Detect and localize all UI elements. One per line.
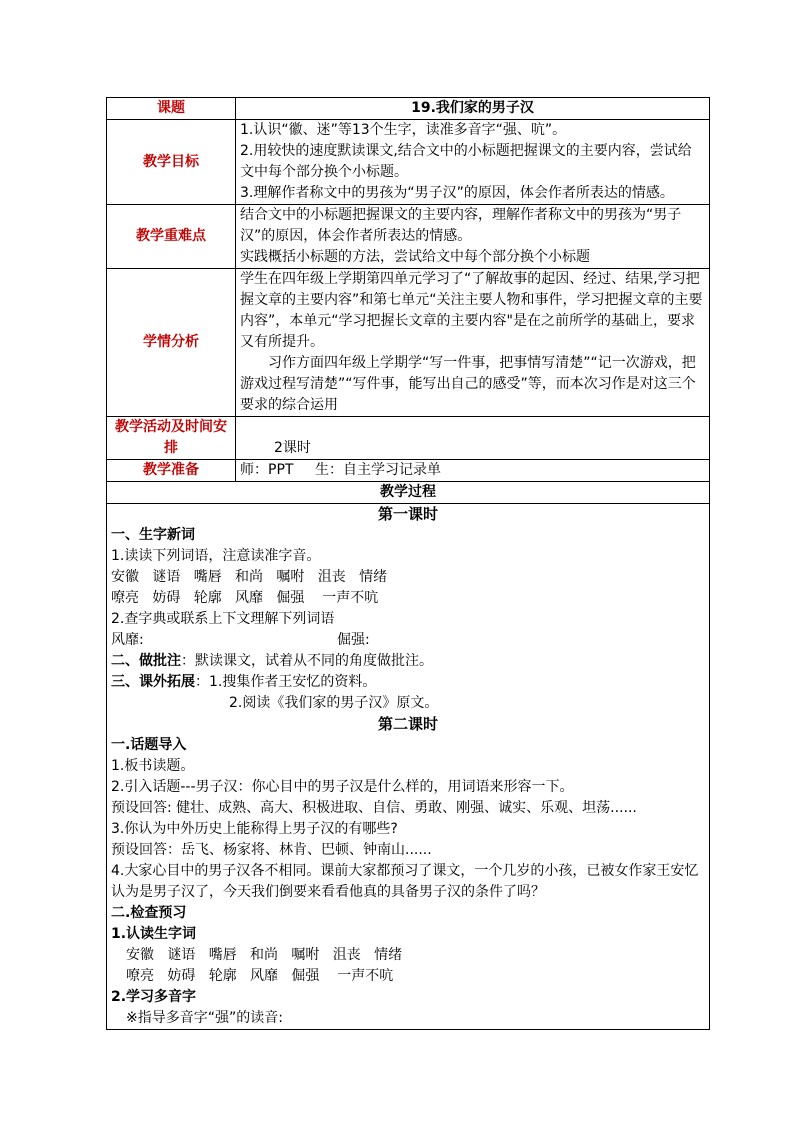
- section-heading: 一、生字新词: [111, 527, 195, 543]
- goal-item: 2.用较快的速度默读课文,结合文中的小标题把握课文的主要内容，尝试给文中每个部分换个小标题。: [240, 143, 692, 180]
- section-text: ：默读课文，试着从不同的角度做批注。: [181, 653, 433, 669]
- vocab-row: 嘹亮 妨碍 轮廓 风靡 倔强 一声不吭: [126, 968, 394, 984]
- sub-heading: 2.学习多音字: [111, 989, 197, 1005]
- term-line: [111, 630, 705, 651]
- lesson-item: 1.板书读题。: [111, 758, 195, 774]
- analysis-label: 学情分析: [107, 269, 236, 417]
- lesson1-title: 第一课时: [377, 505, 438, 523]
- lesson-item: 2.查字典或联系上下文理解下列词语: [111, 611, 335, 627]
- lesson2-title: 第二课时: [377, 715, 438, 733]
- analysis-paragraph: 学生在四年级上学期第四单元学习了“了解故事的起因、经过、结果,学习把握文章的主要内容”和第七单元“关注主要人物和事件，学习把握文章的主要内容”，本单元“学习把握长文章的主要内容"是在之前所学的基础上，要求又有所提升。: [240, 271, 703, 350]
- vocab-row: 嘹亮 妨碍 轮廓 风靡 倔强 一声不吭: [111, 590, 379, 606]
- process-body-row: [107, 504, 710, 1030]
- process-body: [107, 504, 710, 1030]
- lesson-item: 预设回答：岳飞、杨家将、林肯、巴顿、钟南山......: [111, 842, 432, 858]
- sub-heading: 1.认读生字词: [111, 926, 197, 942]
- activity-row: [107, 417, 710, 460]
- section-line: [111, 672, 705, 693]
- goals-label: 教学目标: [107, 120, 236, 205]
- key-points-row: [107, 205, 710, 269]
- analysis-cell: [236, 269, 710, 417]
- goals-row: [107, 120, 710, 205]
- activity-value: 2课时: [236, 417, 710, 460]
- analysis-paragraph: 习作方面四年级上学期学“写一件事，把事情写清楚”“记一次游戏，把游戏过程写清楚”“写件事，能写出自己的感受”等，而本次习作是对这三个要求的综合运用: [240, 355, 696, 413]
- section-heading: 一.话题导入: [111, 737, 187, 753]
- activity-label: 教学活动及时间安排: [107, 417, 236, 460]
- key-points-cell: [236, 205, 710, 269]
- vocab-row: 安徽 谜语 嘴唇 和尚 嘱咐 沮丧 情绪: [111, 569, 388, 585]
- goals-cell: [236, 120, 710, 205]
- lesson-item: 4.大家心目中的男子汉各不相同。课前大家都预习了课文，一个几岁的小孩，已被女作家王安忆认为是男子汉了，今天我们倒要来看看他真的具备男子汉的条件了吗？: [111, 863, 699, 900]
- vocab-row: 安徽 谜语 嘴唇 和尚 嘱咐 沮丧 情绪: [126, 947, 403, 963]
- key-points-label: 教学重难点: [107, 205, 236, 269]
- process-title: 教学过程: [107, 482, 710, 504]
- section-heading: 二、做批注: [111, 653, 181, 669]
- prep-student: 生：自主学习记录单: [315, 462, 441, 478]
- lesson-item: 2.引入话题---男子汉：你心目中的男子汉是什么样的，用词语来形容一下。: [111, 779, 574, 795]
- topic-value: 19.我们家的男子汉: [236, 98, 710, 120]
- lesson-plan-table: [106, 97, 710, 1030]
- key-point-item: 结合文中的小标题把握课文的主要内容，理解作者称文中的男孩为“男子汉”的原因，体会作者所表达的情感。: [240, 207, 682, 244]
- topic-label: 课题: [107, 98, 236, 120]
- prep-row: [107, 460, 710, 482]
- section-heading: 二.检查预习: [111, 905, 187, 921]
- goal-item: 1.认识“徽、迷”等13个生字，读准多音字“强、吭”。: [240, 122, 567, 138]
- term-label: 倔强:: [337, 632, 370, 648]
- topic-row: [107, 98, 710, 120]
- section-text: 2.阅读《我们家的男子汉》原文。: [229, 695, 439, 711]
- term-label: 风靡:: [111, 632, 144, 648]
- goal-item: 3.理解作者称文中的男孩为“男子汉”的原因，体会作者所表达的情感。: [240, 185, 674, 201]
- section-text: ：1.搜集作者王安忆的资料。: [195, 674, 377, 690]
- prep-teacher: 师：PPT: [240, 462, 294, 478]
- key-point-item: 实践概括小标题的方法，尝试给文中每个部分换个小标题: [240, 249, 590, 265]
- prep-cell: [236, 460, 710, 482]
- section-line: [111, 651, 705, 672]
- lesson-item: 3.你认为中外历史上能称得上男子汉的有哪些?: [111, 821, 398, 837]
- note-line: ※指导多音字“强”的读音:: [126, 1010, 283, 1026]
- prep-label: 教学准备: [107, 460, 236, 482]
- process-title-row: [107, 482, 710, 504]
- section-heading: 三、课外拓展: [111, 674, 195, 690]
- analysis-row: [107, 269, 710, 417]
- lesson-item: 预设回答: 健壮、成熟、高大、积极进取、自信、勇敢、刚强、诚实、乐观、坦荡......: [111, 800, 637, 816]
- lesson-item: 1.读读下列词语，注意读准字音。: [111, 548, 321, 564]
